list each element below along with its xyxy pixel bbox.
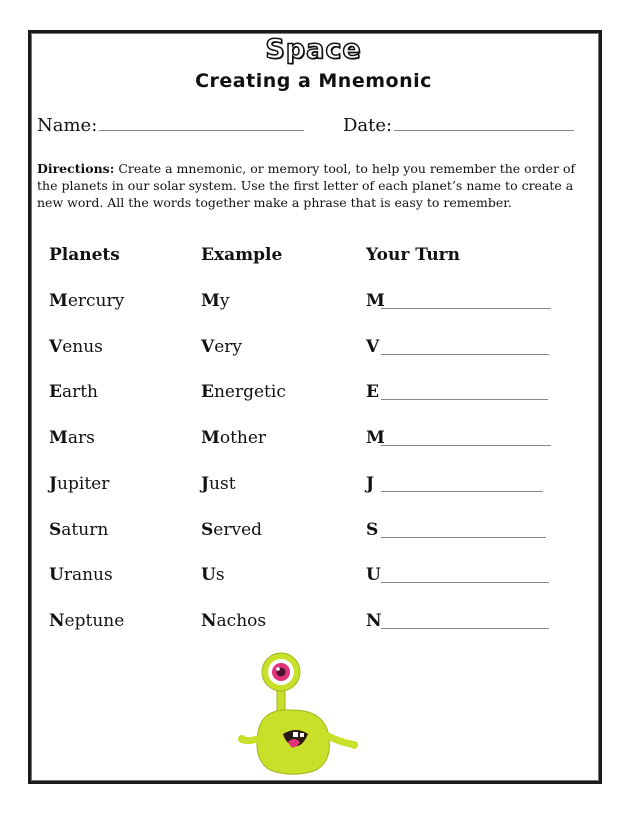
your-turn-letter: J — [366, 474, 375, 494]
example-first-letter: E — [201, 382, 214, 402]
planet-rest: ars — [67, 428, 95, 448]
example-first-letter: U — [201, 565, 216, 585]
your-turn-letter: M — [366, 428, 385, 448]
example-word — [201, 520, 262, 540]
example-first-letter: M — [201, 291, 220, 311]
example-word — [201, 291, 229, 311]
your-turn-answer-line[interactable] — [381, 628, 549, 629]
your-turn-answer-line[interactable] — [381, 582, 549, 583]
planet-rest: enus — [62, 337, 103, 357]
monster-illustration — [236, 652, 366, 777]
example-word — [201, 474, 236, 494]
planet-first-letter: E — [49, 382, 62, 402]
example-word — [201, 382, 286, 402]
your-turn-header: Your Turn — [366, 245, 460, 265]
planets-header: Planets — [49, 245, 120, 265]
name-label: Name: — [37, 115, 98, 136]
your-turn-answer-line[interactable] — [381, 445, 551, 446]
planet-name — [49, 611, 124, 631]
example-word — [201, 428, 266, 448]
planet-rest: aturn — [61, 520, 109, 540]
example-rest: ery — [214, 337, 242, 357]
your-turn-answer-line[interactable] — [381, 537, 546, 538]
planet-rest: arth — [61, 382, 99, 402]
date-label: Date: — [343, 115, 393, 136]
planet-name — [49, 520, 108, 540]
planet-name — [49, 428, 95, 448]
monster-icon — [238, 653, 358, 774]
name-line[interactable] — [99, 116, 304, 131]
your-turn-letter: V — [366, 337, 380, 357]
planet-first-letter: N — [49, 611, 65, 631]
planet-rest: ercury — [67, 291, 125, 311]
your-turn-letter: U — [366, 565, 381, 585]
planet-name — [49, 337, 103, 357]
your-turn-answer-line[interactable] — [381, 354, 549, 355]
example-rest: nergetic — [213, 382, 286, 402]
example-first-letter: J — [201, 474, 210, 494]
your-turn-answer-line[interactable] — [381, 491, 543, 492]
example-word — [201, 565, 225, 585]
your-turn-letter: N — [366, 611, 382, 631]
planet-rest: eptune — [64, 611, 125, 631]
planet-name — [49, 382, 98, 402]
planet-first-letter: V — [49, 337, 63, 357]
your-turn-letter: M — [366, 291, 385, 311]
directions-text: Create a mnemonic, or memory tool, to help you remember the order of the planets in our solar system. Use the first letter of each planet’s name to create a new word. All the words together make a phrase that is easy to remember. — [37, 161, 576, 210]
your-turn-answer-line[interactable] — [381, 399, 548, 400]
directions — [37, 160, 597, 211]
your-turn-letter: S — [366, 520, 379, 540]
name-field[interactable] — [37, 115, 304, 136]
planet-first-letter: S — [49, 520, 62, 540]
example-word — [201, 611, 266, 631]
date-field[interactable] — [343, 115, 574, 136]
example-first-letter: N — [201, 611, 217, 631]
example-rest: erved — [213, 520, 263, 540]
planet-name — [49, 291, 124, 311]
worksheet-title: Space — [265, 34, 362, 65]
example-word — [201, 337, 242, 357]
example-header: Example — [201, 245, 283, 265]
example-rest: y — [219, 291, 230, 311]
example-first-letter: M — [201, 428, 220, 448]
planet-name — [49, 474, 109, 494]
planet-rest: ranus — [63, 565, 113, 585]
your-turn-letter: E — [366, 382, 379, 402]
worksheet-subtitle: Creating a Mnemonic — [195, 70, 432, 92]
example-first-letter: V — [201, 337, 215, 357]
planet-name — [49, 565, 113, 585]
planet-rest: upiter — [57, 474, 110, 494]
directions-lead: Directions: — [37, 161, 115, 176]
example-rest: s — [215, 565, 225, 585]
planet-first-letter: M — [49, 291, 68, 311]
planet-first-letter: M — [49, 428, 68, 448]
planet-first-letter: J — [49, 474, 58, 494]
date-line[interactable] — [394, 116, 574, 131]
example-rest: achos — [216, 611, 267, 631]
example-first-letter: S — [201, 520, 214, 540]
your-turn-answer-line[interactable] — [381, 308, 551, 309]
example-rest: other — [219, 428, 267, 448]
planet-first-letter: U — [49, 565, 64, 585]
example-rest: ust — [209, 474, 236, 494]
